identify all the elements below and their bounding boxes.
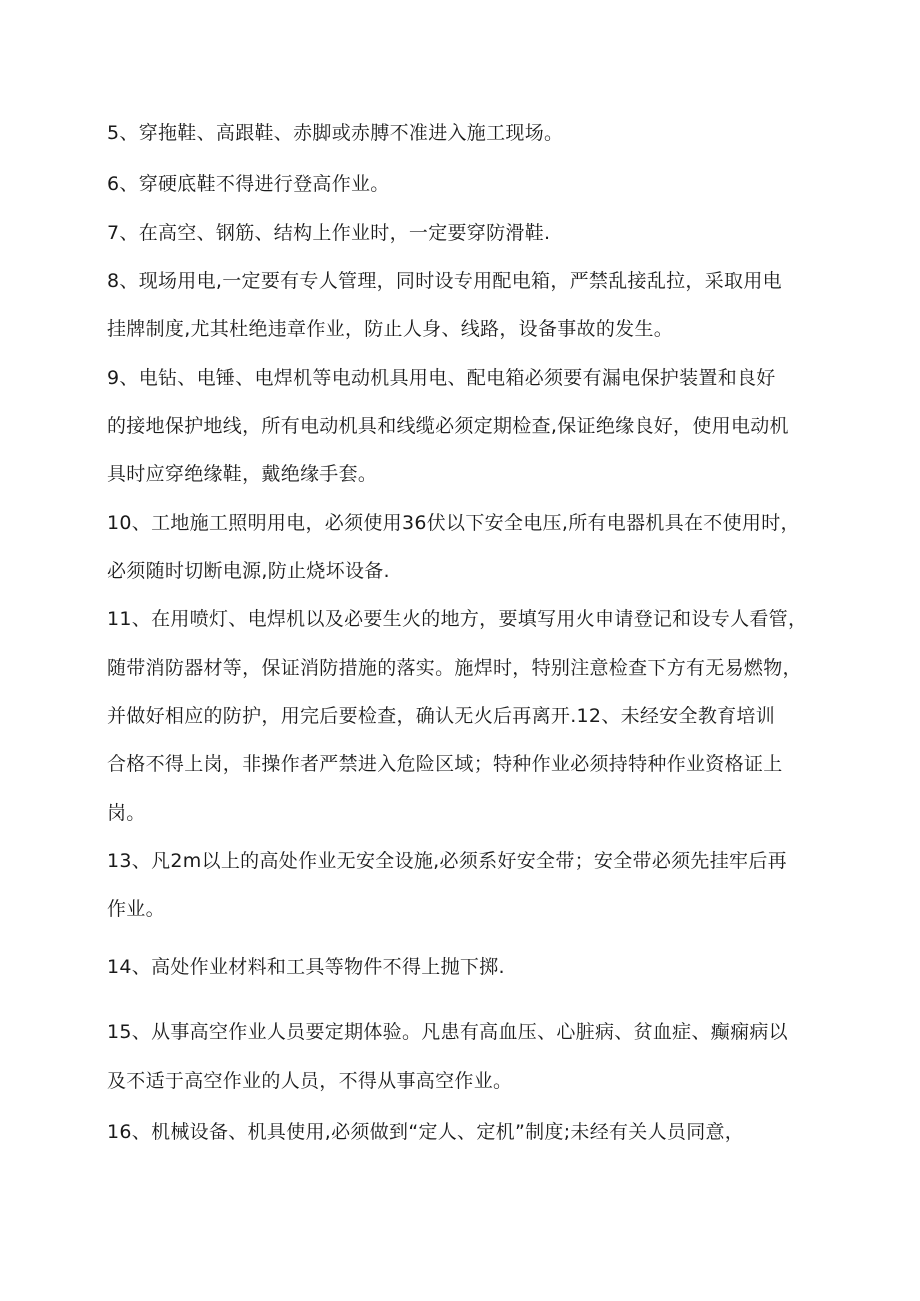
text-line: 及不适于高空作业的人员，不得从事高空作业。	[107, 1070, 513, 1092]
text-line: 7、在高空、钢筋、结构上作业时，一定要穿防滑鞋.	[107, 222, 551, 244]
text-line: 15、从事高空作业人员要定期体验。凡患有高血压、心脏病、贫血症、癫痫病以	[107, 1021, 788, 1043]
text-line: 随带消防器材等，保证消防措施的落实。施焊时，特别注意检查下方有无易燃物，	[107, 657, 802, 679]
text-line: 岗。	[107, 802, 146, 824]
text-line: 的接地保护地线，所有电动机具和线缆必须定期检查,保证绝缘良好，使用电动机	[107, 415, 789, 437]
text-line: 并做好相应的防护，用完后要检查，确认无火后再离开.12、未经安全教育培训	[107, 705, 776, 727]
text-line: 5、穿拖鞋、高跟鞋、赤脚或赤膊不准进入施工现场。	[107, 122, 564, 144]
text-line: 合格不得上岗，非操作者严禁进入危险区域；特种作业必须持特种作业资格证上	[107, 753, 783, 775]
text-line: 11、在用喷灯、电焊机以及必要生火的地方，要填写用火申请登记和设专人看管，	[107, 608, 808, 630]
text-line: 具时应穿绝缘鞋，戴绝缘手套。	[107, 463, 378, 485]
text-line: 必须随时切断电源,防止烧坏设备.	[107, 560, 390, 582]
text-line: 9、电钻、电锤、电焊机等电动机具用电、配电箱必须要有漏电保护装置和良好	[107, 367, 776, 389]
text-line: 作业。	[107, 898, 165, 920]
text-line: 6、穿硬底鞋不得进行登高作业。	[107, 173, 390, 195]
text-line: 10、工地施工照明用电，必须使用36伏以下安全电压,所有电器机具在不使用时，	[107, 512, 800, 534]
text-line: 16、机械设备、机具使用,必须做到“定人、定机”制度;未经有关人员同意，	[107, 1121, 745, 1143]
text-line: 8、现场用电,一定要有专人管理，同时设专用配电箱，严禁乱接乱拉，采取用电	[107, 270, 782, 292]
text-line: 14、高处作业材料和工具等物件不得上抛下掷.	[107, 956, 505, 978]
text-line: 13、凡2m以上的高处作业无安全设施,必须系好安全带；安全带必须先挂牢后再	[107, 850, 787, 872]
text-line: 挂牌制度,尤其杜绝违章作业，防止人身、线路，设备事故的发生。	[107, 318, 674, 340]
